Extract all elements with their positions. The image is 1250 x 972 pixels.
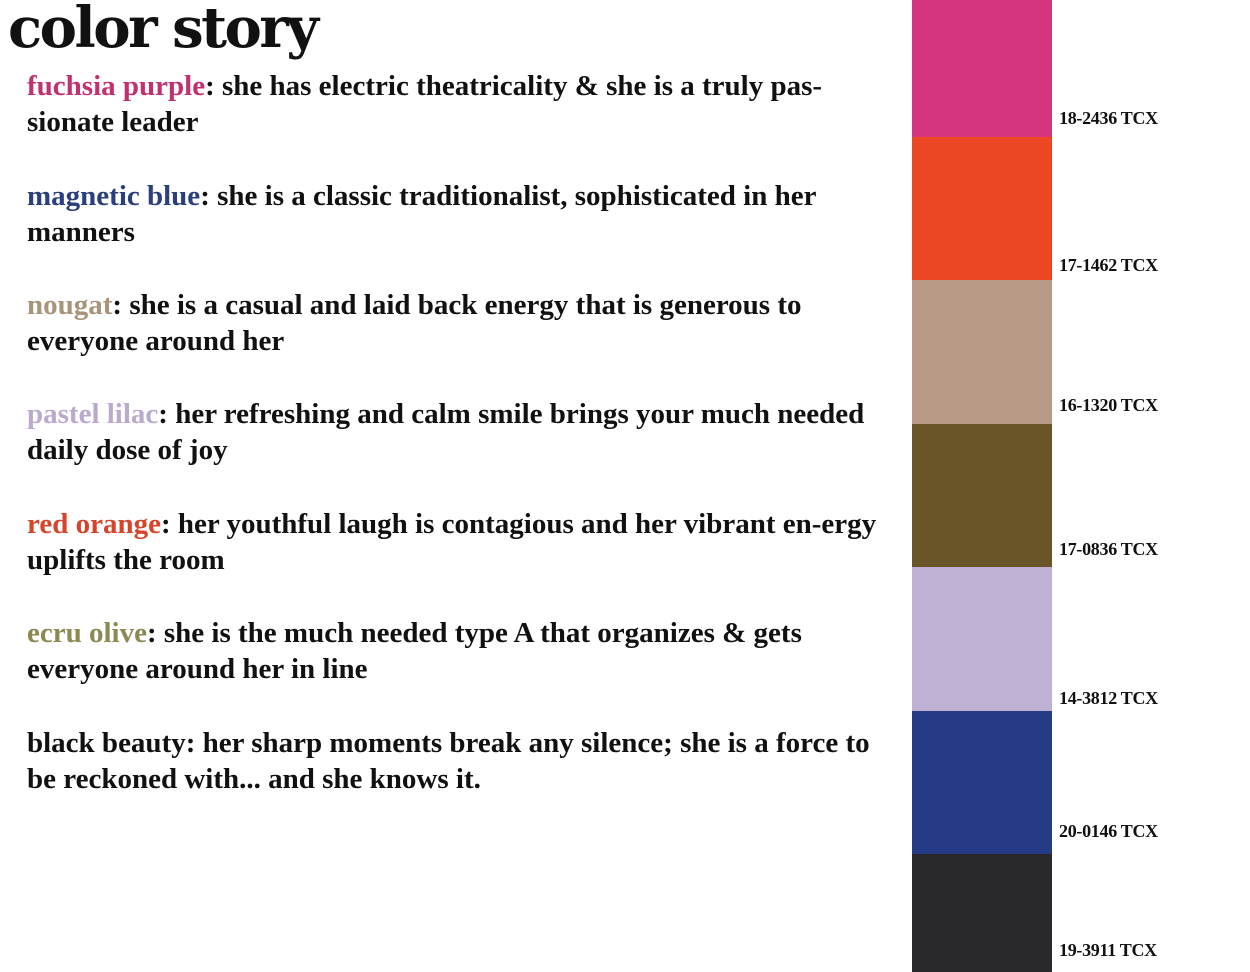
color-description: : she is a classic traditionalist, sophisticated in her manners — [27, 180, 816, 248]
swatch-column — [912, 0, 1052, 972]
color-entry-red-orange — [27, 506, 902, 578]
page-title: color story — [8, 0, 317, 61]
color-entry-magnetic-blue — [27, 178, 902, 250]
color-name: magnetic blue — [27, 180, 201, 212]
color-entry-nougat — [27, 287, 902, 359]
color-entry-pastel-lilac — [27, 396, 902, 468]
color-description: : she is the much needed type A that organizes & gets everyone around her in line — [27, 617, 802, 685]
swatch-code: 19-3911 TCX — [1059, 940, 1157, 960]
swatch-code: 14-3812 TCX — [1059, 688, 1158, 708]
swatch-ecru-olive — [912, 424, 1052, 567]
color-description: : her youthful laugh is contagious and her vibrant en-ergy uplifts the room — [27, 508, 877, 576]
swatch-fuchsia-purple — [912, 0, 1052, 137]
swatch-red-orange — [912, 137, 1052, 280]
color-description: : her sharp moments break any silence; she is a force to be reckoned with... and she knows it. — [27, 727, 870, 795]
color-entry-ecru-olive — [27, 615, 902, 687]
color-name: red orange — [27, 508, 161, 540]
color-name: nougat — [27, 289, 113, 321]
color-name: fuchsia purple — [27, 70, 206, 102]
swatch-code: 17-0836 TCX — [1059, 539, 1158, 559]
swatch-black-beauty — [912, 854, 1052, 972]
swatch-code: 16-1320 TCX — [1059, 395, 1158, 415]
color-name: ecru olive — [27, 617, 147, 649]
swatch-code: 20-0146 TCX — [1059, 821, 1158, 841]
swatch-pastel-lilac — [912, 567, 1052, 711]
color-entry-fuchsia-purple — [27, 68, 902, 140]
color-description: : her refreshing and calm smile brings your much needed daily dose of joy — [27, 398, 865, 466]
swatch-code: 18-2436 TCX — [1059, 108, 1158, 128]
color-description: : she has electric theatricality & she is a truly pas-sionate leader — [27, 70, 823, 138]
color-entry-black-beauty — [27, 725, 902, 797]
color-description: : she is a casual and laid back energy that is generous to everyone around her — [27, 289, 802, 357]
color-name: pastel lilac — [27, 398, 159, 430]
swatch-nougat — [912, 280, 1052, 424]
swatch-magnetic-blue — [912, 711, 1052, 854]
swatch-code: 17-1462 TCX — [1059, 255, 1158, 275]
color-name: black beauty — [27, 727, 186, 759]
